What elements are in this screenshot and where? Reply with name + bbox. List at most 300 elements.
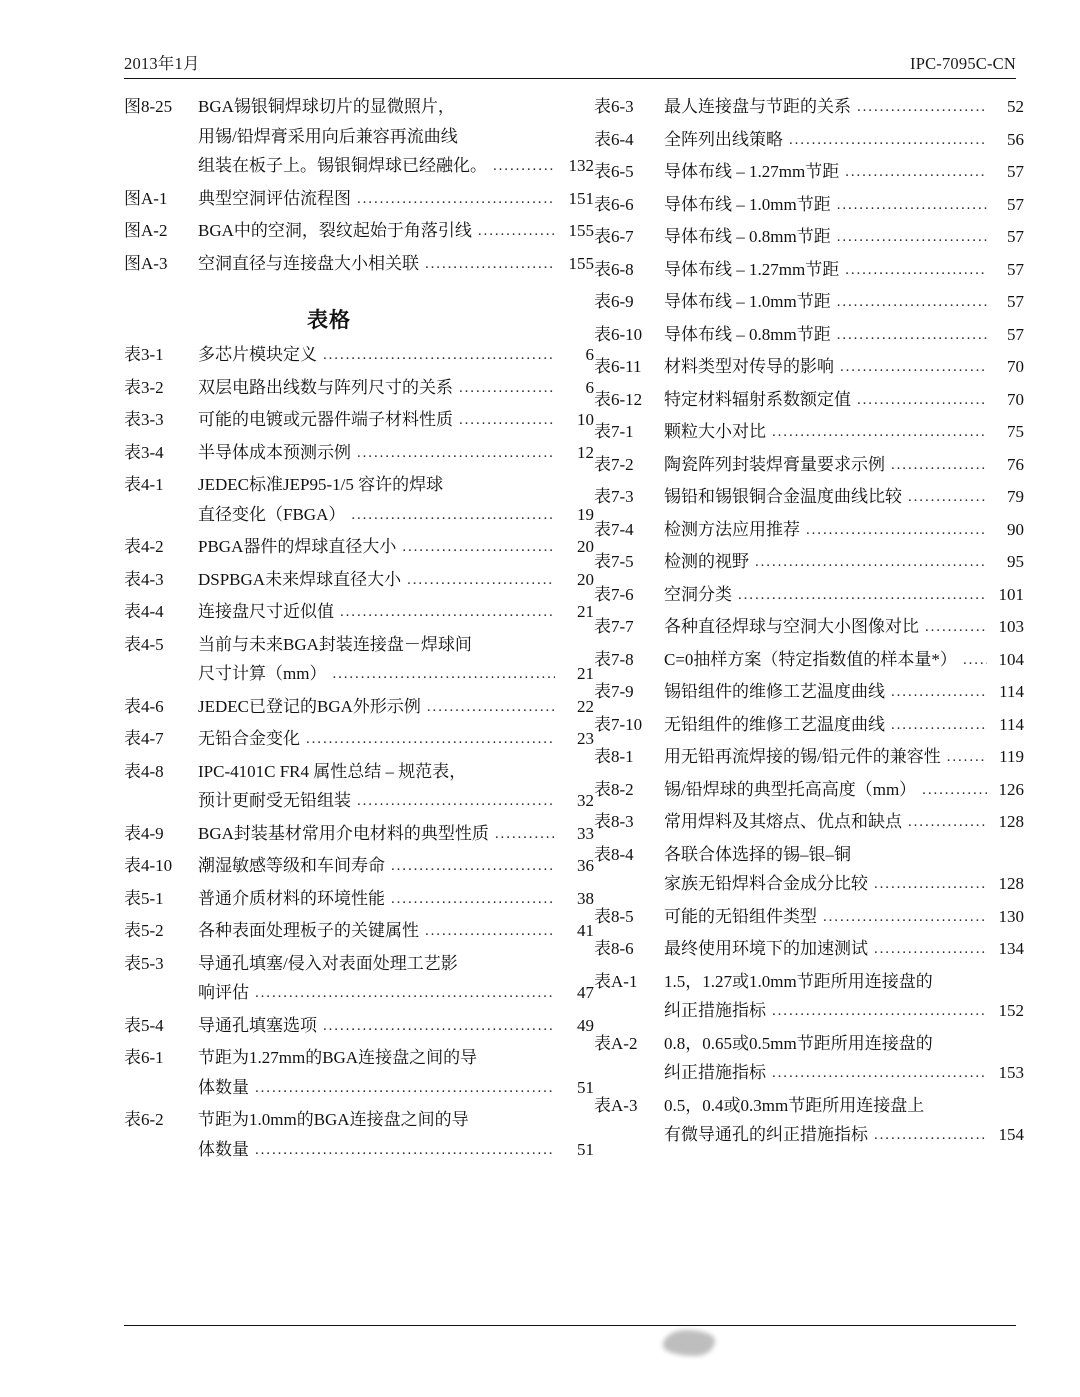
toc-entry-label: 表6-2	[124, 1110, 164, 1129]
toc-entry[interactable]	[594, 902, 1024, 934]
toc-entry-title-final-line	[664, 320, 1024, 352]
toc-entry-page-number: 104	[998, 649, 1024, 669]
toc-leader-dots	[874, 1121, 987, 1151]
toc-entry-title-text: 锡铅和锡银铜合金温度曲线比较	[664, 487, 902, 506]
toc-entry-label: 表7-6	[594, 584, 634, 604]
toc-entry-title-text: 节距为1.0mm的BGA连接盘之间的导	[198, 1110, 469, 1129]
toc-entry-body	[198, 216, 594, 248]
toc-entry-label: 表4-2	[124, 537, 164, 556]
toc-entry-label: 表8-1	[594, 747, 634, 766]
toc-entry[interactable]	[124, 884, 594, 916]
toc-leader-dots	[323, 341, 555, 371]
toc-entry[interactable]	[124, 565, 594, 597]
toc-entry-title-text: DSPBGA未来焊球直径大小	[198, 569, 402, 589]
toc-leader-dots	[391, 885, 555, 915]
toc-leader-dots	[357, 439, 555, 469]
toc-entry-body	[198, 92, 594, 183]
toc-leader-dots	[947, 743, 987, 773]
toc-entry-page-number: 114	[999, 714, 1024, 734]
toc-entry-title-line	[198, 949, 594, 979]
toc-entry-page-number: 154	[998, 1125, 1024, 1144]
toc-entry[interactable]	[124, 630, 594, 691]
toc-entry-title-text: 检测方法应用推荐	[664, 519, 800, 539]
toc-entry-title-final-line	[664, 580, 1024, 612]
toc-entry-title-final-line	[198, 1011, 594, 1043]
toc-entry[interactable]	[594, 612, 1024, 644]
table-entry-list-right	[594, 92, 1024, 1152]
toc-entry-page-number: 12	[577, 442, 594, 462]
toc-entry-page-number: 152	[998, 1001, 1024, 1020]
toc-entry-label: 表6-9	[594, 292, 634, 311]
toc-entry-label: 表6-10	[594, 324, 643, 344]
toc-entry-page-number: 6	[585, 345, 594, 364]
toc-entry-title-text: 预计更耐受无铅组装	[198, 791, 351, 810]
toc-right-column	[594, 92, 1024, 1167]
header-rule	[124, 78, 1016, 79]
toc-entry-title-final-line	[664, 775, 1024, 807]
toc-entry-title-text: 导体布线 – 1.27mm节距	[664, 162, 840, 181]
toc-entry[interactable]	[124, 340, 594, 372]
toc-entry-page-number: 134	[998, 939, 1024, 958]
toc-entry[interactable]	[124, 92, 594, 183]
toc-entry-label: 表5-2	[124, 921, 164, 940]
toc-entry-title-text: 锡铅组件的维修工艺温度曲线	[664, 682, 885, 701]
toc-entry[interactable]	[124, 916, 594, 948]
toc-entry-label: 表8-6	[594, 939, 634, 958]
toc-entry-body	[198, 597, 594, 629]
toc-entry-body	[198, 405, 594, 437]
toc-entry-title-final-line	[198, 151, 594, 183]
toc-entry[interactable]	[594, 775, 1024, 807]
toc-entry-title-text: 导体布线 – 1.0mm节距	[664, 292, 831, 311]
toc-entry-page-number: 57	[1007, 162, 1024, 181]
toc-entry-title-final-line	[198, 340, 594, 372]
toc-entry-title-line	[664, 840, 1024, 870]
toc-entry-page-number: 126	[998, 779, 1024, 799]
toc-entry-title-text: 导通孔填塞/侵入对表面处理工艺影	[198, 953, 458, 973]
toc-entry-title-final-line	[664, 125, 1024, 157]
toc-entry-title-final-line	[664, 996, 1024, 1028]
toc-entry[interactable]	[124, 724, 594, 756]
toc-entry[interactable]	[594, 677, 1024, 709]
toc-entry-label: 表7-9	[594, 682, 634, 701]
toc-entry-body	[664, 222, 1024, 254]
toc-entry-title-text: 半导体成本预测示例	[198, 442, 351, 462]
toc-entry[interactable]	[124, 532, 594, 564]
toc-entry-title-final-line	[664, 1058, 1024, 1090]
toc-entry-title-text: JEDEC已登记的BGA外形示例	[198, 696, 421, 716]
toc-entry[interactable]	[124, 373, 594, 405]
toc-entry-body	[664, 157, 1024, 189]
toc-entry[interactable]	[594, 222, 1024, 254]
toc-entry-title-final-line	[198, 532, 594, 564]
toc-entry-page-number: 101	[998, 584, 1024, 604]
toc-entry-page-number: 70	[1007, 389, 1024, 409]
toc-entry-title-final-line	[664, 417, 1024, 449]
toc-entry-label: 图8-25	[124, 97, 173, 116]
toc-entry-label: 表3-1	[124, 345, 164, 364]
toc-entry[interactable]	[594, 742, 1024, 774]
toc-entry-title-text: C=0抽样方案（特定指数值的样本量*）	[664, 649, 957, 669]
toc-entry-title-final-line	[664, 287, 1024, 319]
toc-entry-title-final-line	[198, 724, 594, 756]
toc-entry-label: 表5-1	[124, 888, 164, 908]
toc-entry[interactable]	[124, 597, 594, 629]
toc-entry-title-final-line	[198, 692, 594, 724]
toc-entry[interactable]	[594, 157, 1024, 189]
toc-entry-title-text: 纠正措施指标	[664, 1063, 766, 1082]
toc-entry-body	[664, 482, 1024, 514]
toc-entry-label: 表4-10	[124, 856, 173, 875]
toc-entry[interactable]	[594, 710, 1024, 742]
toc-entry-title-final-line	[198, 249, 594, 281]
toc-entry-page-number: 114	[999, 682, 1024, 701]
toc-entry[interactable]	[594, 190, 1024, 222]
toc-entry-title-text: 节距为1.27mm的BGA连接盘之间的导	[198, 1048, 478, 1067]
toc-entry-title-line	[198, 630, 594, 660]
toc-entry-page-number: 22	[577, 696, 594, 716]
toc-entry-page-number: 20	[577, 537, 594, 556]
toc-entry[interactable]	[124, 692, 594, 724]
toc-entry-page-number: 49	[577, 1015, 594, 1035]
toc-entry-label: 表6-6	[594, 194, 634, 214]
toc-entry-label: 图A-3	[124, 253, 168, 273]
toc-entry-label: 表7-8	[594, 649, 634, 669]
toc-leader-dots	[255, 1136, 555, 1166]
toc-entry-label: 表4-8	[124, 761, 164, 781]
toc-entry-body	[664, 710, 1024, 742]
toc-entry-body	[664, 1091, 1024, 1152]
toc-entry-body	[198, 1043, 594, 1104]
toc-entry-page-number: 32	[577, 791, 594, 810]
toc-entry[interactable]	[124, 438, 594, 470]
toc-entry-body	[198, 1011, 594, 1043]
toc-entry-page-number: 21	[577, 664, 594, 683]
toc-entry-title-final-line	[198, 500, 594, 532]
toc-entry-title-line	[198, 1105, 594, 1135]
toc-entry-label: 表A-1	[594, 971, 638, 991]
toc-entry-title-text: 多芯片模块定义	[198, 345, 317, 364]
toc-entry-page-number: 90	[1007, 519, 1024, 539]
toc-leader-dots	[351, 501, 555, 531]
toc-leader-dots	[772, 1059, 987, 1089]
toc-entry-title-line	[664, 1029, 1024, 1059]
toc-entry-title-text: 可能的电镀或元器件端子材料性质	[198, 410, 453, 429]
toc-entry-body	[664, 190, 1024, 222]
toc-entry-title-line	[664, 1091, 1024, 1121]
toc-entry[interactable]	[594, 934, 1024, 966]
toc-entry-page-number: 132	[568, 156, 594, 175]
toc-entry-title-final-line	[664, 222, 1024, 254]
toc-entry-body	[664, 902, 1024, 934]
toc-entry-label: 表7-4	[594, 519, 634, 539]
toc-entry-title-final-line	[664, 255, 1024, 287]
toc-entry-page-number: 36	[577, 856, 594, 875]
toc-entry-title-final-line	[664, 450, 1024, 482]
toc-entry-title-final-line	[198, 184, 594, 216]
toc-entry-page-number: 70	[1007, 357, 1024, 376]
toc-entry-page-number: 52	[1007, 97, 1024, 116]
toc-leader-dots	[837, 191, 987, 221]
toc-entry[interactable]	[594, 352, 1024, 384]
toc-entry-title-text: 用锡/铅焊膏采用向后兼容再流曲线	[198, 126, 458, 146]
toc-entry-label: 表8-2	[594, 779, 634, 799]
toc-leader-dots	[478, 217, 555, 247]
toc-entry-label: 表4-3	[124, 569, 164, 589]
toc-entry-body	[664, 677, 1024, 709]
toc-entry[interactable]	[594, 385, 1024, 417]
toc-entry-label: 图A-2	[124, 221, 168, 240]
toc-entry-page-number: 6	[585, 377, 594, 397]
toc-entry-title-text: 典型空洞评估流程图	[198, 188, 351, 208]
toc-entry-page-number: 47	[577, 983, 594, 1002]
toc-entry-title-final-line	[664, 92, 1024, 124]
toc-entry[interactable]	[594, 515, 1024, 547]
toc-entry-label: 表4-5	[124, 634, 164, 654]
toc-entry-title-final-line	[664, 352, 1024, 384]
toc-entry-title-final-line	[664, 710, 1024, 742]
toc-columns	[0, 92, 1080, 1167]
toc-entry-title-text: 颗粒大小对比	[664, 422, 766, 441]
toc-entry-body	[664, 287, 1024, 319]
toc-entry-body	[664, 840, 1024, 901]
toc-leader-dots	[772, 997, 987, 1027]
toc-entry-label: 表6-4	[594, 129, 634, 149]
toc-leader-dots	[738, 581, 987, 611]
toc-leader-dots	[789, 126, 987, 156]
toc-leader-dots	[407, 566, 555, 596]
toc-entry-title-text: 双层电路出线数与阵列尺寸的关系	[198, 377, 453, 397]
toc-entry-page-number: 119	[999, 747, 1024, 766]
toc-leader-dots	[255, 1074, 555, 1104]
toc-entry-label: 表4-4	[124, 602, 164, 621]
toc-entry[interactable]	[124, 1043, 594, 1104]
toc-entry[interactable]	[594, 1091, 1024, 1152]
toc-entry-title-text: 直径变化（FBGA）	[198, 504, 346, 524]
toc-entry[interactable]	[594, 417, 1024, 449]
toc-entry[interactable]	[124, 405, 594, 437]
toc-entry[interactable]	[594, 840, 1024, 901]
toc-entry-title-text: 各联合体选择的锡–银–铜	[664, 844, 851, 864]
toc-entry[interactable]	[594, 645, 1024, 677]
toc-entry[interactable]	[124, 757, 594, 818]
toc-entry-body	[664, 450, 1024, 482]
toc-entry-page-number: 95	[1007, 552, 1024, 571]
toc-leader-dots	[332, 660, 555, 690]
toc-entry[interactable]	[594, 287, 1024, 319]
toc-entry-title-text: 导体布线 – 1.27mm节距	[664, 259, 840, 279]
toc-entry-title-line	[664, 967, 1024, 997]
toc-entry-label: 表7-2	[594, 454, 634, 474]
toc-entry-title-final-line	[198, 216, 594, 248]
toc-entry-title-text: 材料类型对传导的影响	[664, 357, 834, 376]
toc-entry-page-number: 10	[577, 410, 594, 429]
toc-leader-dots	[874, 870, 987, 900]
toc-entry-page-number: 155	[568, 221, 594, 240]
toc-entry-title-final-line	[664, 1120, 1024, 1152]
table-entry-list-left	[124, 340, 594, 1166]
toc-entry[interactable]	[594, 92, 1024, 124]
toc-entry-title-text: 陶瓷阵列封装焊膏量要求示例	[664, 454, 885, 474]
toc-entry[interactable]	[594, 320, 1024, 352]
toc-entry-label: 表A-3	[594, 1095, 638, 1115]
toc-leader-dots	[837, 288, 987, 318]
toc-entry-title-text: 0.5，0.4或0.3mm节距所用连接盘上	[664, 1095, 925, 1115]
toc-leader-dots	[891, 678, 987, 708]
toc-entry-body	[198, 757, 594, 818]
toc-entry-title-text: 有微导通孔的纠正措施指标	[664, 1125, 868, 1144]
toc-leader-dots	[922, 776, 987, 806]
toc-entry[interactable]	[594, 580, 1024, 612]
toc-entry[interactable]	[124, 819, 594, 851]
toc-entry-page-number: 33	[577, 823, 594, 843]
toc-entry[interactable]	[124, 851, 594, 883]
toc-entry-page-number: 75	[1007, 422, 1024, 441]
toc-entry-title-final-line	[198, 1135, 594, 1167]
toc-entry-title-text: 体数量	[198, 1139, 249, 1159]
toc-entry[interactable]	[594, 967, 1024, 1028]
toc-entry-title-text: JEDEC标准JEP95-1/5 容许的焊球	[198, 475, 444, 494]
toc-entry-page-number: 79	[1007, 487, 1024, 506]
toc-entry-body	[664, 320, 1024, 352]
toc-entry-label: 表3-3	[124, 410, 164, 429]
toc-entry[interactable]	[124, 249, 594, 281]
toc-entry-title-final-line	[198, 884, 594, 916]
toc-entry-body	[198, 724, 594, 756]
toc-entry-page-number: 155	[568, 253, 594, 273]
toc-entry-title-text: 各种表面处理板子的关键属性	[198, 921, 419, 940]
toc-entry[interactable]	[594, 255, 1024, 287]
toc-entry[interactable]	[124, 1011, 594, 1043]
toc-leader-dots	[425, 917, 555, 947]
toc-entry[interactable]	[594, 482, 1024, 514]
toc-entry-title-text: 潮湿敏感等级和车间寿命	[198, 856, 385, 875]
figure-entry-list	[124, 92, 594, 280]
toc-entry-page-number: 51	[577, 1077, 594, 1097]
toc-entry[interactable]	[594, 1029, 1024, 1090]
toc-entry[interactable]	[124, 184, 594, 216]
toc-entry-title-text: BGA中的空洞，裂纹起始于角落引线	[198, 221, 472, 240]
toc-entry-title-final-line	[198, 916, 594, 948]
toc-entry-title-text: IPC-4101C FR4 属性总结 – 规范表，	[198, 761, 467, 781]
toc-leader-dots	[874, 935, 987, 965]
toc-entry-body	[198, 851, 594, 883]
toc-entry-body	[198, 1105, 594, 1166]
toc-entry-page-number: 57	[1007, 292, 1024, 311]
toc-entry-title-final-line	[664, 547, 1024, 579]
toc-entry-label: 表5-4	[124, 1015, 164, 1035]
toc-entry[interactable]	[124, 1105, 594, 1166]
tables-section-heading: 表格	[307, 308, 351, 332]
toc-entry-label: 表4-7	[124, 729, 164, 748]
toc-entry-body	[198, 373, 594, 405]
toc-leader-dots	[323, 1012, 555, 1042]
toc-entry-body	[664, 775, 1024, 807]
toc-entry-title-final-line	[198, 659, 594, 691]
toc-leader-dots	[857, 386, 987, 416]
toc-entry-body	[664, 967, 1024, 1028]
toc-entry-page-number: 130	[998, 906, 1024, 926]
toc-entry-title-text: 导体布线 – 1.0mm节距	[664, 194, 831, 214]
toc-entry-body	[664, 645, 1024, 677]
toc-entry-label: 表6-1	[124, 1048, 164, 1067]
toc-entry-page-number: 57	[1007, 194, 1024, 214]
toc-entry-title-text: 各种直径焊球与空洞大小图像对比	[664, 617, 919, 636]
toc-leader-dots	[459, 374, 555, 404]
toc-entry-page-number: 57	[1007, 227, 1024, 246]
toc-entry-page-number: 51	[577, 1139, 594, 1159]
toc-entry[interactable]	[594, 450, 1024, 482]
toc-entry-page-number: 23	[577, 729, 594, 748]
toc-entry-title-text: 空洞分类	[664, 584, 732, 604]
toc-entry-label: 表6-5	[594, 162, 634, 181]
toc-entry-title-final-line	[198, 565, 594, 597]
toc-leader-dots	[772, 418, 987, 448]
toc-entry[interactable]	[594, 807, 1024, 839]
toc-entry-page-number: 128	[998, 812, 1024, 831]
toc-entry-page-number: 56	[1007, 129, 1024, 149]
toc-entry-body	[198, 565, 594, 597]
toc-entry-title-line	[198, 1043, 594, 1073]
toc-entry-label: 图A-1	[124, 188, 168, 208]
toc-entry-page-number: 76	[1007, 454, 1024, 474]
toc-entry-body	[664, 515, 1024, 547]
toc-entry-label: 表5-3	[124, 953, 164, 973]
toc-entry-label: 表7-3	[594, 487, 634, 506]
toc-entry-body	[198, 532, 594, 564]
toc-entry-page-number: 128	[998, 874, 1024, 893]
toc-entry-label: 表6-8	[594, 259, 634, 279]
toc-entry-title-final-line	[664, 807, 1024, 839]
toc-entry-body	[664, 417, 1024, 449]
toc-entry-body	[664, 385, 1024, 417]
toc-entry-label: 表7-1	[594, 422, 634, 441]
toc-entry-title-final-line	[664, 645, 1024, 677]
toc-entry[interactable]	[124, 216, 594, 248]
toc-entry-title-final-line	[664, 869, 1024, 901]
toc-entry[interactable]	[124, 949, 594, 1010]
toc-entry-title-line	[198, 470, 594, 500]
toc-entry-body	[198, 438, 594, 470]
toc-entry-title-final-line	[198, 819, 594, 851]
toc-leader-dots	[459, 406, 555, 436]
toc-entry[interactable]	[594, 547, 1024, 579]
running-head-standard-id: IPC-7095C-CN	[910, 54, 1016, 73]
toc-entry-label: 表4-9	[124, 823, 164, 843]
toc-leader-dots	[391, 852, 555, 882]
toc-entry-page-number: 153	[998, 1063, 1024, 1082]
toc-entry-body	[198, 470, 594, 531]
toc-entry-body	[664, 580, 1024, 612]
toc-entry-body	[198, 949, 594, 1010]
toc-entry-title-final-line	[198, 978, 594, 1010]
toc-entry[interactable]	[594, 125, 1024, 157]
toc-entry-title-text: 普通介质材料的环境性能	[198, 888, 385, 908]
toc-leader-dots	[425, 250, 555, 280]
toc-entry-label: 表7-10	[594, 714, 643, 734]
toc-entry-title-text: 1.5，1.27或1.0mm节距所用连接盘的	[664, 971, 933, 991]
toc-entry-body	[198, 692, 594, 724]
toc-entry-label: 表3-2	[124, 377, 164, 397]
toc-entry-title-text: 纠正措施指标	[664, 1001, 766, 1020]
toc-leader-dots	[806, 516, 987, 546]
toc-leader-dots	[306, 725, 555, 755]
toc-entry[interactable]	[124, 470, 594, 531]
toc-entry-label: 表4-6	[124, 696, 164, 716]
toc-entry-page-number: 19	[577, 504, 594, 524]
toc-entry-title-text: 检测的视野	[664, 552, 749, 571]
toc-entry-title-final-line	[198, 373, 594, 405]
